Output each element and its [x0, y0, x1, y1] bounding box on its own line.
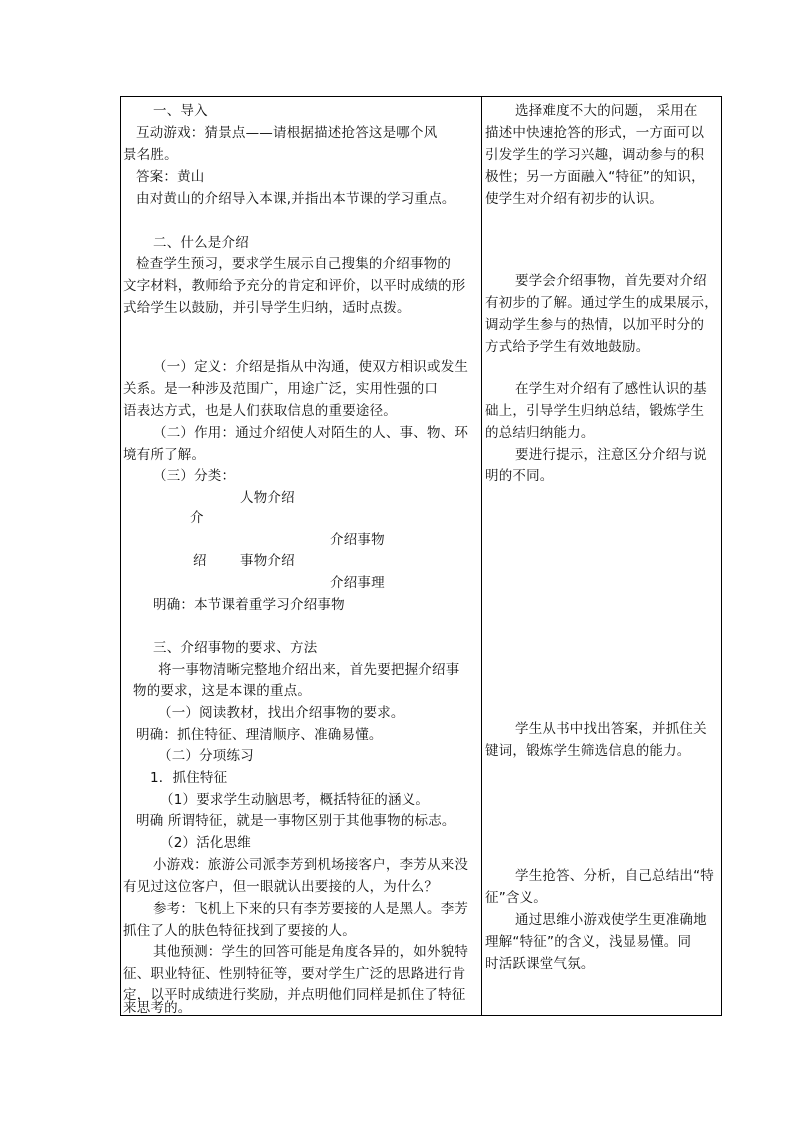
paragraph-line: 有见过这位客户，但一眼就认出要接的人，为什么？	[123, 879, 439, 895]
classification-item: 介绍事理	[330, 575, 385, 591]
remark-line: 在学生对介绍有了感性认识的基	[515, 381, 707, 397]
paragraph-line: 互动游戏：猜景点——请根据描述抢答这是哪个风	[136, 125, 438, 141]
paragraph-line: （二）作用：通过介绍使人对陌生的人、事、物、环	[153, 425, 469, 441]
remark-line: 征”含义。	[485, 890, 547, 906]
section-heading: 三、介绍事物的要求、方法	[153, 640, 318, 656]
paragraph-line: 小游戏：旅游公司派李芳到机场接客户，李芳从来没	[153, 857, 469, 873]
remark-line: 方式给予学生有效地鼓励。	[485, 339, 650, 355]
remark-line: 理解“特征”的含义，浅显易懂。同	[485, 934, 692, 950]
paragraph-line: 物的要求，这是本课的重点。	[133, 683, 312, 699]
section-heading: 一、导入	[153, 103, 208, 119]
paragraph-line: 参考：飞机上下来的只有李芳要接的人是黑人。李芳	[153, 901, 469, 917]
remark-line: 使学生对介绍有初步的认识。	[485, 191, 664, 207]
paragraph-line: 明确：本节课着重学习介绍事物	[153, 597, 345, 613]
paragraph-line: 抓住了人的肤色特征找到了要接的人。	[123, 923, 356, 939]
paragraph-line: 征、职业特征、性别特征等，要对学生广泛的思路进行肯	[123, 966, 466, 982]
remark-line: 调动学生参与的热情，以加平时分的	[485, 317, 705, 333]
paragraph-line: （一）阅读教材，找出介绍事物的要求。	[158, 705, 405, 721]
column-divider	[481, 97, 482, 1015]
paragraph-line: （2）活化思维	[160, 835, 251, 851]
remark-line: 明的不同。	[485, 468, 554, 484]
remark-line: 键词，锻炼学生筛选信息的能力。	[485, 743, 691, 759]
paragraph-line: 其他预测：学生的回答可能是角度各异的，如外貌特	[153, 944, 469, 960]
remark-line: 引发学生的学习兴趣，调动参与的积	[485, 147, 705, 163]
remark-line: 极性；另一方面融入“特征”的知识，	[485, 169, 705, 185]
paragraph-line: 将一事物清晰完整地介绍出来，首先要把握介绍事	[158, 662, 460, 678]
paragraph-line: 检查学生预习，要求学生展示自己搜集的介绍事物的	[136, 256, 452, 272]
classification-char: 绍	[193, 553, 207, 569]
paragraph-line: 景名胜。	[123, 147, 178, 163]
paragraph-line: 来思考的。	[123, 1000, 192, 1016]
remark-line: 的总结归纳能力。	[485, 425, 595, 441]
paragraph-line: 答案：黄山	[136, 169, 205, 185]
remark-line: 学生从书中找出答案，并抓住关	[515, 721, 707, 737]
remark-line: 通过思维小游戏使学生更准确地	[515, 912, 707, 928]
remark-line: 要进行提示，注意区分介绍与说	[515, 447, 707, 463]
remark-line: 学生抢答、分析，自己总结出“特	[515, 868, 714, 884]
paragraph-line: 明确：抓住特征、理清顺序、准确易懂。	[136, 727, 383, 743]
paragraph-line: （一）定义：介绍是指从中沟通，使双方相识或发生	[153, 359, 469, 375]
paragraph-line: 式给学生以鼓励，并引导学生归纳，适时点拨。	[123, 300, 411, 316]
remark-line: 时活跃课堂气氛。	[485, 956, 595, 972]
paragraph-line: （1）要求学生动脑思考，概括特征的涵义。	[160, 792, 430, 808]
paragraph-line: 语表达方式，也是人们获取信息的重要途径。	[123, 403, 397, 419]
paragraph-line: （三）分类：	[153, 468, 236, 484]
section-heading: 二、什么是介绍	[153, 235, 249, 251]
remark-line: 要学会介绍事物，首先要对介绍	[515, 273, 707, 289]
remark-line: 有初步的了解。通过学生的成果展示，	[485, 295, 718, 311]
paragraph-line: 明确 所谓特征，就是一事物区别于其他事物的标志。	[136, 813, 456, 829]
paragraph-line: （二）分项练习	[158, 748, 254, 764]
paragraph-line: 由对黄山的介绍导入本课,并指出本节课的学习重点。	[136, 191, 456, 207]
paragraph-line: 文字材料，教师给予充分的肯定和评价，以平时成绩的形	[123, 278, 466, 294]
remark-line: 描述中快速抢答的形式，一方面可以	[485, 125, 705, 141]
classification-item: 人物介绍	[240, 490, 295, 506]
paragraph-line: 定，以平时成绩进行奖励，并点明他们同样是抓住了特征	[123, 987, 466, 1003]
remark-line: 选择难度不大的问题， 采用在	[515, 103, 698, 119]
classification-char: 介	[190, 510, 204, 526]
paragraph-line: 境有所了解。	[123, 447, 206, 463]
classification-item: 事物介绍	[240, 553, 295, 569]
remark-line: 础上，引导学生归纳总结，锻炼学生	[485, 403, 705, 419]
paragraph-line: 1．抓住特征	[150, 770, 228, 786]
paragraph-line: 关系。是一种涉及范围广，用途广泛，实用性强的口	[123, 381, 439, 397]
classification-item: 介绍事物	[330, 532, 385, 548]
